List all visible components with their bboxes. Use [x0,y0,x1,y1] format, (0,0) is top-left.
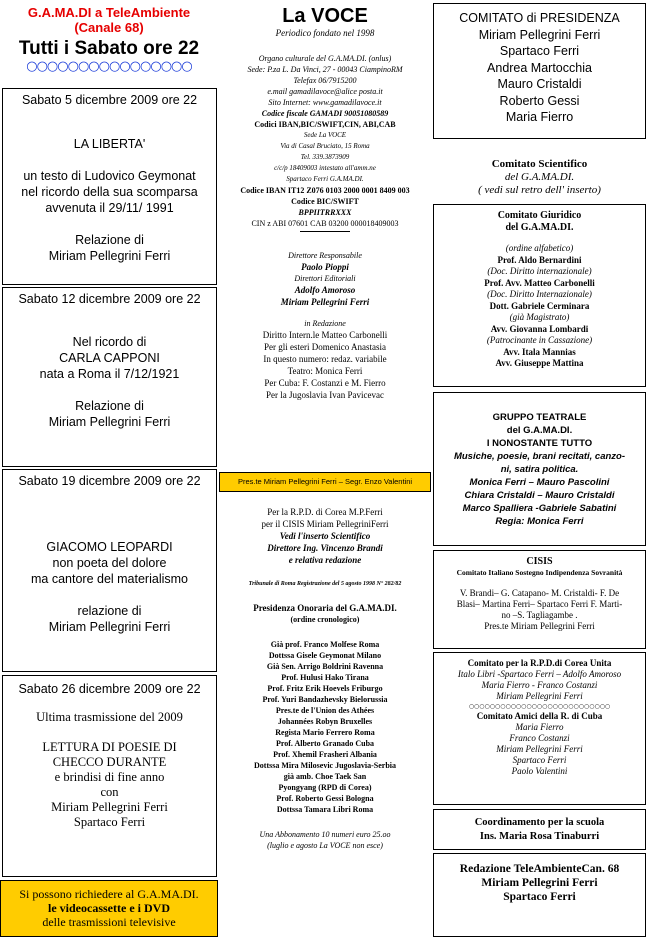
cisis-section [433,550,646,649]
president-banner [219,472,431,492]
giuridico-member: Dott. Gabriele Cerminara [489,300,590,311]
staff-line: Teatro: Monica Ferri [287,366,363,376]
voce-info: Spartaco Ferri G.A.MA.DI. [286,175,364,183]
cuba-member: Franco Costanzi [509,733,570,743]
voce-info: Codici IBAN,BIC/SWIFT,CIN, ABI,CAB [254,120,396,129]
giuridico-member: Avv. Itala Mannias [503,346,576,357]
episode-line: Relazione di [75,233,144,247]
giuridico-order: (ordine alfabetico) [505,243,574,253]
channel-number: (Canale 68) [74,20,144,35]
teatro-cast: Marco Spalliera -Gabriele Sabatini [462,503,617,514]
corea-unita-line: Miriam Pellegrini Ferri [496,691,583,701]
corea-line: per il CISIS Miriam PellegriniFerri [261,519,389,529]
voce-info: c/c/p 18409003 intestato all'amm.ne [274,164,376,172]
cisis-members: Blasi– Martina Ferri– Spartaco Ferri F. Marti- [456,599,623,609]
schedule-title: Tutti i Sabato ore 22 [18,38,200,59]
la-voce-masthead [219,0,431,471]
episode-line: relazione di [77,604,142,618]
episode-line: avvenuta il 29/11/ 1991 [45,201,174,215]
giuridico-member: Avv. Giovanna Lombardi [490,323,589,334]
episode-line: Miriam Pellegrini Ferri [48,249,171,263]
presidenza-title: Presidenza Onoraria del G.A.MA.DI. [253,603,397,613]
honorary-member: Dottssa Tamara Libri Roma [276,805,374,814]
staff-line: Diritto Intern.le Matteo Carbonelli [262,330,388,340]
cisis-members: no –S. Tagliagambe . [501,610,578,620]
voce-subtitle: Periodico fondato nel 1998 [275,28,375,38]
honorary-member: Prof. Hulusi Hako Tirana [281,673,369,682]
staff-line: Per la Jugoslavia Ivan Pavicevac [266,390,384,400]
cuba-member: Maria Fierro [515,722,564,732]
cuba-member: Spartaco Ferri [512,755,567,765]
honorary-member: già amb. Choe Taek San [283,772,367,781]
cisis-members: V. Brandi– G. Catapano- M. Cristaldi- F. De [459,588,620,598]
corea-line: Per la R.P.D. di Corea M.P.Ferri [267,507,383,517]
scientifico-title: Comitato Scientifico [491,158,588,170]
voce-info: Organo culturale del G.A.MA.DI. (onlus) [258,54,392,63]
teatro-title: I NONOSTANTE TUTTO [486,438,593,449]
honorary-member: Dottssa Gisele Geymonat Milano [268,651,382,660]
episode-line: Ultima trasmissione del 2009 [36,710,183,724]
cisis-title: CISIS [526,556,553,567]
teatro-desc: Musiche, poesie, brani recitati, canzo- [453,451,626,462]
episode-line: LA LIBERTA' [73,137,146,151]
honorary-member: Prof. Xhemil Frasheri Albania [273,750,377,759]
abbonamento-line: (luglio e agosto La VOCE non esce) [267,841,383,850]
president-text: Pres.te Miriam Pellegrini Ferri – Segr. Enzo Valentini [237,477,413,486]
tv-header [0,0,218,85]
teatro-cast: Monica Ferri – Mauro Pascolini [469,477,610,488]
episode-card [2,88,217,285]
voce-info: e.mail gamadilavoce@alice posta.it [267,87,383,96]
corea-unita-line: Italo Libri -Spartaco Ferri – Adolfo Amoroso [457,669,622,679]
redazione-member: Miriam Pellegrini Ferri [481,877,598,889]
giuridico-member: Avv. Giuseppe Mattina [495,358,584,368]
episode-line: Relazione di [75,399,144,413]
staff-line: Direttori Editoriali [294,274,356,283]
cuba-member: Miriam Pellegrini Ferri [496,744,583,754]
episode-date: Sabato 19 dicembre 2009 ore 22 [18,474,201,488]
teatro-title: del G.A.MA.DI. [506,425,573,436]
voce-info: Codice fiscale GAMADI 90051080589 [261,109,389,118]
comitato-member: Andrea Martocchia [487,60,592,75]
comitato-scientifico [433,152,646,202]
corea-line: e relativa redazione [288,555,362,565]
episode-line: Miriam Pellegrini Ferri [48,415,171,429]
teatro-cast: Regia: Monica Ferri [495,516,584,527]
voce-info: Tel. 339.3873909 [300,153,350,161]
voce-info: CIN z ABI 07601 CAB 03200 000018409003 [251,219,399,228]
scuola-title: Coordinamento per la scuola [474,817,605,828]
corea-unita-section [433,652,646,805]
episode-line: nel ricordo della sua scomparsa [21,185,198,199]
presidenza-sub: (ordine cronologico) [290,615,360,624]
redazione-section [433,853,646,937]
giuridico-role: (Doc. Diritto internazionale) [487,266,592,276]
giuridico-role: (Patrocinante in Cassazione) [486,335,593,345]
dvd-notice [0,880,218,937]
teatro-title: GRUPPO TEATRALE [492,412,587,423]
episode-line: con [100,785,119,799]
voce-info: BPPIITRRXXX [298,208,352,217]
honorary-member: Prof. Yuri Bandazhevsky Bielorussia [262,695,388,704]
voce-info: Sede: P.za L. Da Vinci, 27 - 00043 CiampinoRM [247,65,403,74]
cisis-subtitle: Comitato Italiano Sostegno Indipendenza Sovranità [456,568,623,577]
comitato-title: COMITATO di PRESIDENZA [459,11,620,25]
episode-card [2,675,217,877]
corea-unita-line: Maria Fierro - Franco Costanzi [481,680,598,690]
redazione-member: Spartaco Ferri [503,891,576,903]
separator-line [300,231,350,232]
giuridico-title: del G.A.MA.DI. [505,221,574,233]
episode-date: Sabato 5 dicembre 2009 ore 22 [21,93,198,107]
comitato-giuridico [433,204,646,387]
gruppo-teatrale [433,392,646,546]
episode-line: un testo di Ludovico Geymonat [23,169,196,183]
redazione-title: Redazione TeleAmbienteCan. 68 [459,863,620,875]
episode-card [2,469,217,672]
episode-line: Spartaco Ferri [73,815,146,829]
honorary-member: Pres.te de l'Union des Athées [275,706,375,715]
dvd-line: Si possono richiedere al G.A.MA.DI. [19,887,199,901]
decoration-dots: ○○○○○○○○○○○○○○○○ [26,59,192,74]
teatro-desc: ni, satira politica. [500,464,579,475]
honorary-member: Già Sen. Arrigo Boldrini Ravenna [266,662,384,671]
staff-line: Direttore Responsabile [288,251,362,260]
honorary-member: Prof. Roberto Gessi Bologna [276,794,374,803]
comitato-member: Spartaco Ferri [499,44,580,58]
episode-date: Sabato 26 dicembre 2009 ore 22 [18,682,201,696]
staff-line: Per Cuba: F. Costanzi e M. Fierro [264,378,386,388]
comitato-member: Maria Fierro [505,110,574,124]
giuridico-role: (già Magistrato) [509,312,570,322]
episode-line: nata a Roma il 7/12/1921 [39,367,180,381]
giuridico-title: Comitato Giuridico [497,210,582,221]
episode-line: Miriam Pellegrini Ferri [51,800,168,814]
abbonamento-line: Una Abbonamento 10 numeri euro 25.oo [259,830,391,839]
voce-info: Telefax 06/7915200 [293,76,357,85]
honorary-member: Già prof. Franco Molfese Roma [270,640,380,649]
dvd-line: delle trasmissioni televisive [42,915,176,929]
dvd-line: le videocassette e i DVD [48,901,170,915]
cuba-title: Comitato Amici della R. di Cuba [476,711,603,721]
scientifico-note: ( vedi sul retro dell' inserto) [478,184,601,196]
comitato-member: Mauro Cristaldi [497,77,582,91]
honorary-member: Prof. Alberto Granado Cuba [275,739,375,748]
episode-line: GIACOMO LEOPARDI [46,540,173,554]
voce-info: Codice IBAN IT12 Z076 0103 2000 0001 8409 003 [240,186,410,195]
teatro-cast: Chiara Cristaldi – Mauro Cristaldi [464,490,615,501]
honorary-member: Pyongyang (RPD di Corea) [278,783,372,792]
episode-line: Nel ricordo di [72,335,147,349]
episode-date: Sabato 12 dicembre 2009 ore 22 [18,292,201,306]
giuridico-role: (Doc. Diritto Internazionale) [487,289,592,299]
giuridico-member: Prof. Aldo Bernardini [497,254,582,265]
honorary-member: Johannées Robyn Bruxelles [277,717,373,726]
cuba-member: Paolo Valentini [511,766,568,776]
staff-line: Per gli esteri Domenico Anastasia [264,342,386,352]
corea-honorary-section [219,496,431,937]
episode-line: CARLA CAPPONI [59,351,160,365]
voce-title: La VOCE [282,5,368,27]
episode-line: e brindisi di fine anno [54,770,165,784]
channel-name: G.A.MA.DI a TeleAmbiente [27,5,191,20]
staff-line: In questo numero: redaz. variabile [263,354,387,364]
staff-line: in Redazione [304,319,346,328]
corea-line: Vedi l'inserto Scientifico [279,531,371,541]
corea-line: Direttore Ing. Vincenzo Brandi [267,543,383,553]
honorary-member: Dottssa Mira Milosevic Jugoslavia-Serbia [254,761,396,770]
episode-line: Miriam Pellegrini Ferri [48,620,171,634]
voce-info: Sito Internet: www.gamadilavoce.it [268,98,382,107]
honorary-member: Regista Mario Ferrero Roma [275,728,375,737]
corea-unita-title: Comitato per la R.P.D.di Corea Unita [467,658,612,668]
tribunale-note: Tribunale di Roma Registrazione del 5 agosto 1998 N° 282/82 [248,581,402,587]
comitato-presidenza [433,3,646,139]
scientifico-line: del G.A.MA.DI. [504,171,575,183]
episode-card [2,287,217,467]
staff-line: Adolfo Amoroso [294,285,356,295]
scuola-section [433,809,646,850]
episode-line: non poeta del dolore [52,556,167,570]
episode-line: CHECCO DURANTE [52,755,167,769]
decoration-dots: ○○○○○○○○○○○○○○○○○○○○○○○○○○○ [468,703,611,710]
voce-info: Sede La VOCE [303,131,347,139]
episode-line: LETTURA DI POESIE DI [42,740,177,754]
cisis-president: Pres.te Miriam Pellegrini Ferri [484,621,595,631]
comitato-member: Roberto Gessi [499,93,580,108]
voce-info: Codice BIC/SWIFT [291,197,359,206]
episode-line: ma cantore del materialismo [30,572,188,586]
comitato-member: Miriam Pellegrini Ferri [478,27,601,42]
voce-info: Via di Casal Bruciato, 15 Roma [280,142,370,150]
staff-line: Miriam Pellegrini Ferri [280,297,370,307]
scuola-name: Ins. Maria Rosa Tinaburri [479,831,600,842]
honorary-member: Prof. Fritz Erik Hoevels Friburgo [267,684,383,693]
staff-line: Paolo Pioppi [301,262,349,272]
giuridico-member: Prof. Avv. Matteo Carbonelli [484,277,595,288]
